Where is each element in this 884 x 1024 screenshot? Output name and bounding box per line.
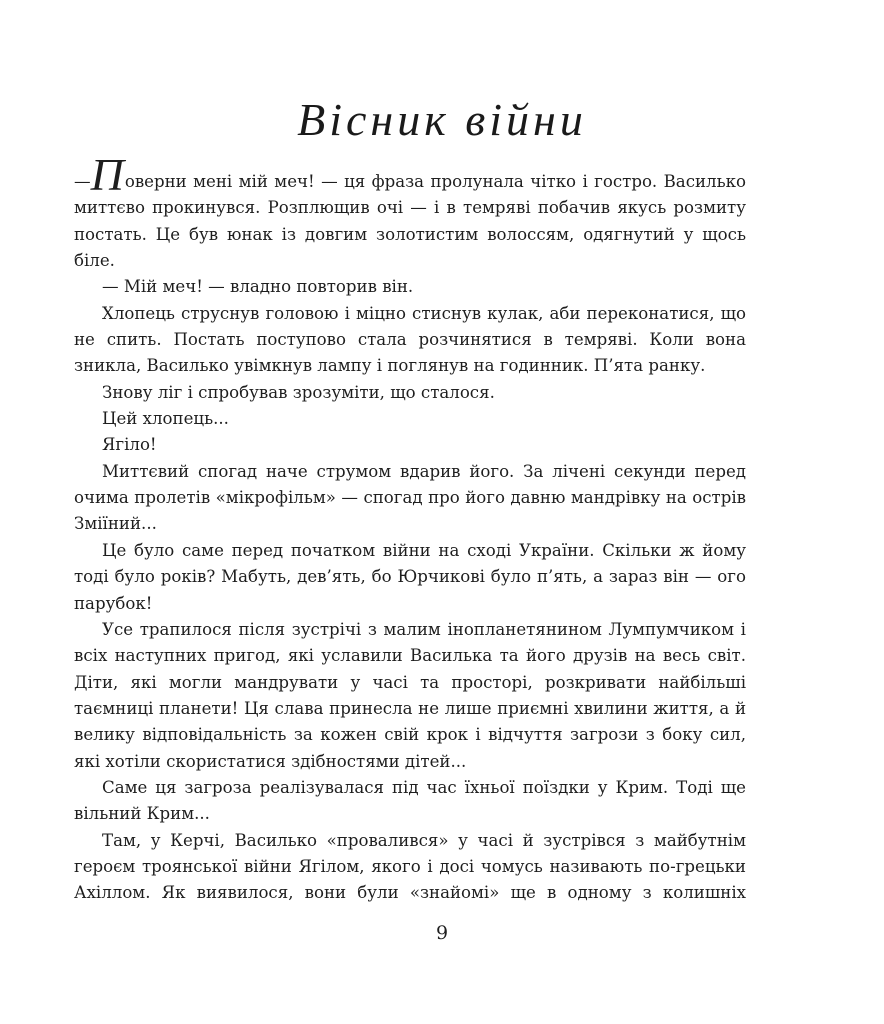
paragraph-2: — Мій меч! — владно повторив він. bbox=[102, 277, 414, 297]
opening-dash: — bbox=[74, 172, 91, 191]
paragraph-1 bbox=[74, 149, 746, 274]
paragraph-4: Знову ліг і спробував зрозуміти, що сталося. bbox=[102, 382, 495, 402]
paragraph-11: Там, у Керчі, Василько «провалився» у часі й зустрівся з майбутнім героєм троянської війни Ягілом, якого і досі чомусь називають по-грецьки Ахіллом. Як виявилося, вони були «знайомі» ще в одному з колишніх bbox=[74, 830, 746, 903]
paragraph-3: Хлопець струснув головою і міцно стиснув кулак, аби переконатися, що не спить. Постать поступово стала розчинятися в темряві. Коли вона зникла, Василько увімкнув лампу і поглянув на годинник. П’ята ранку. bbox=[74, 303, 746, 376]
paragraph-5: Цей хлопець... bbox=[102, 409, 229, 429]
paragraph-6: Ягіло! bbox=[102, 435, 157, 455]
page-number: 9 bbox=[435, 922, 449, 944]
paragraph-10: Саме ця загроза реалізувалася під час їхньої поїздки у Крим. Тоді ще вільний Крим... bbox=[74, 777, 746, 824]
paragraph-1-text: оверни мені мій меч! — ця фраза пролунала чітко і гостро. Василько миттєво прокинувся. Розплющив очі — і в темряві побачив якусь розмиту постать. Це був юнак із довгим золотистим волоссям, одягнутий у щось біле. bbox=[74, 172, 746, 271]
body-text bbox=[74, 149, 746, 907]
paragraph-8: Це було саме перед початком війни на сході України. Скільки ж йому тоді було років? Мабуть, дев’ять, бо Юрчикові було п’ять, а зараз він — ого парубок! bbox=[74, 540, 746, 613]
paragraph-7: Миттєвий спогад наче струмом вдарив його. За лічені секунди перед очима пролетів «мікрофільм» — спогад про його давню мандрівку на острів Зміїний... bbox=[74, 461, 746, 534]
chapter-title: Вісник війни bbox=[297, 94, 587, 145]
drop-cap: П bbox=[90, 149, 124, 200]
paragraph-9: Усе трапилося після зустрічі з малим інопланетянином Лумпумчиком і всіх наступних пригод, які уславили Василька та його друзів на весь світ. Діти, які могли мандрувати у часі та просторі, розкривати найбільші таємниці планети! Ця слава принесла не лише приємні хвилини життя, а й велику відповідальність за кожен свій крок і відчуття загрози з боку сил, які хотіли скористатися здібностями дітей... bbox=[74, 619, 746, 771]
